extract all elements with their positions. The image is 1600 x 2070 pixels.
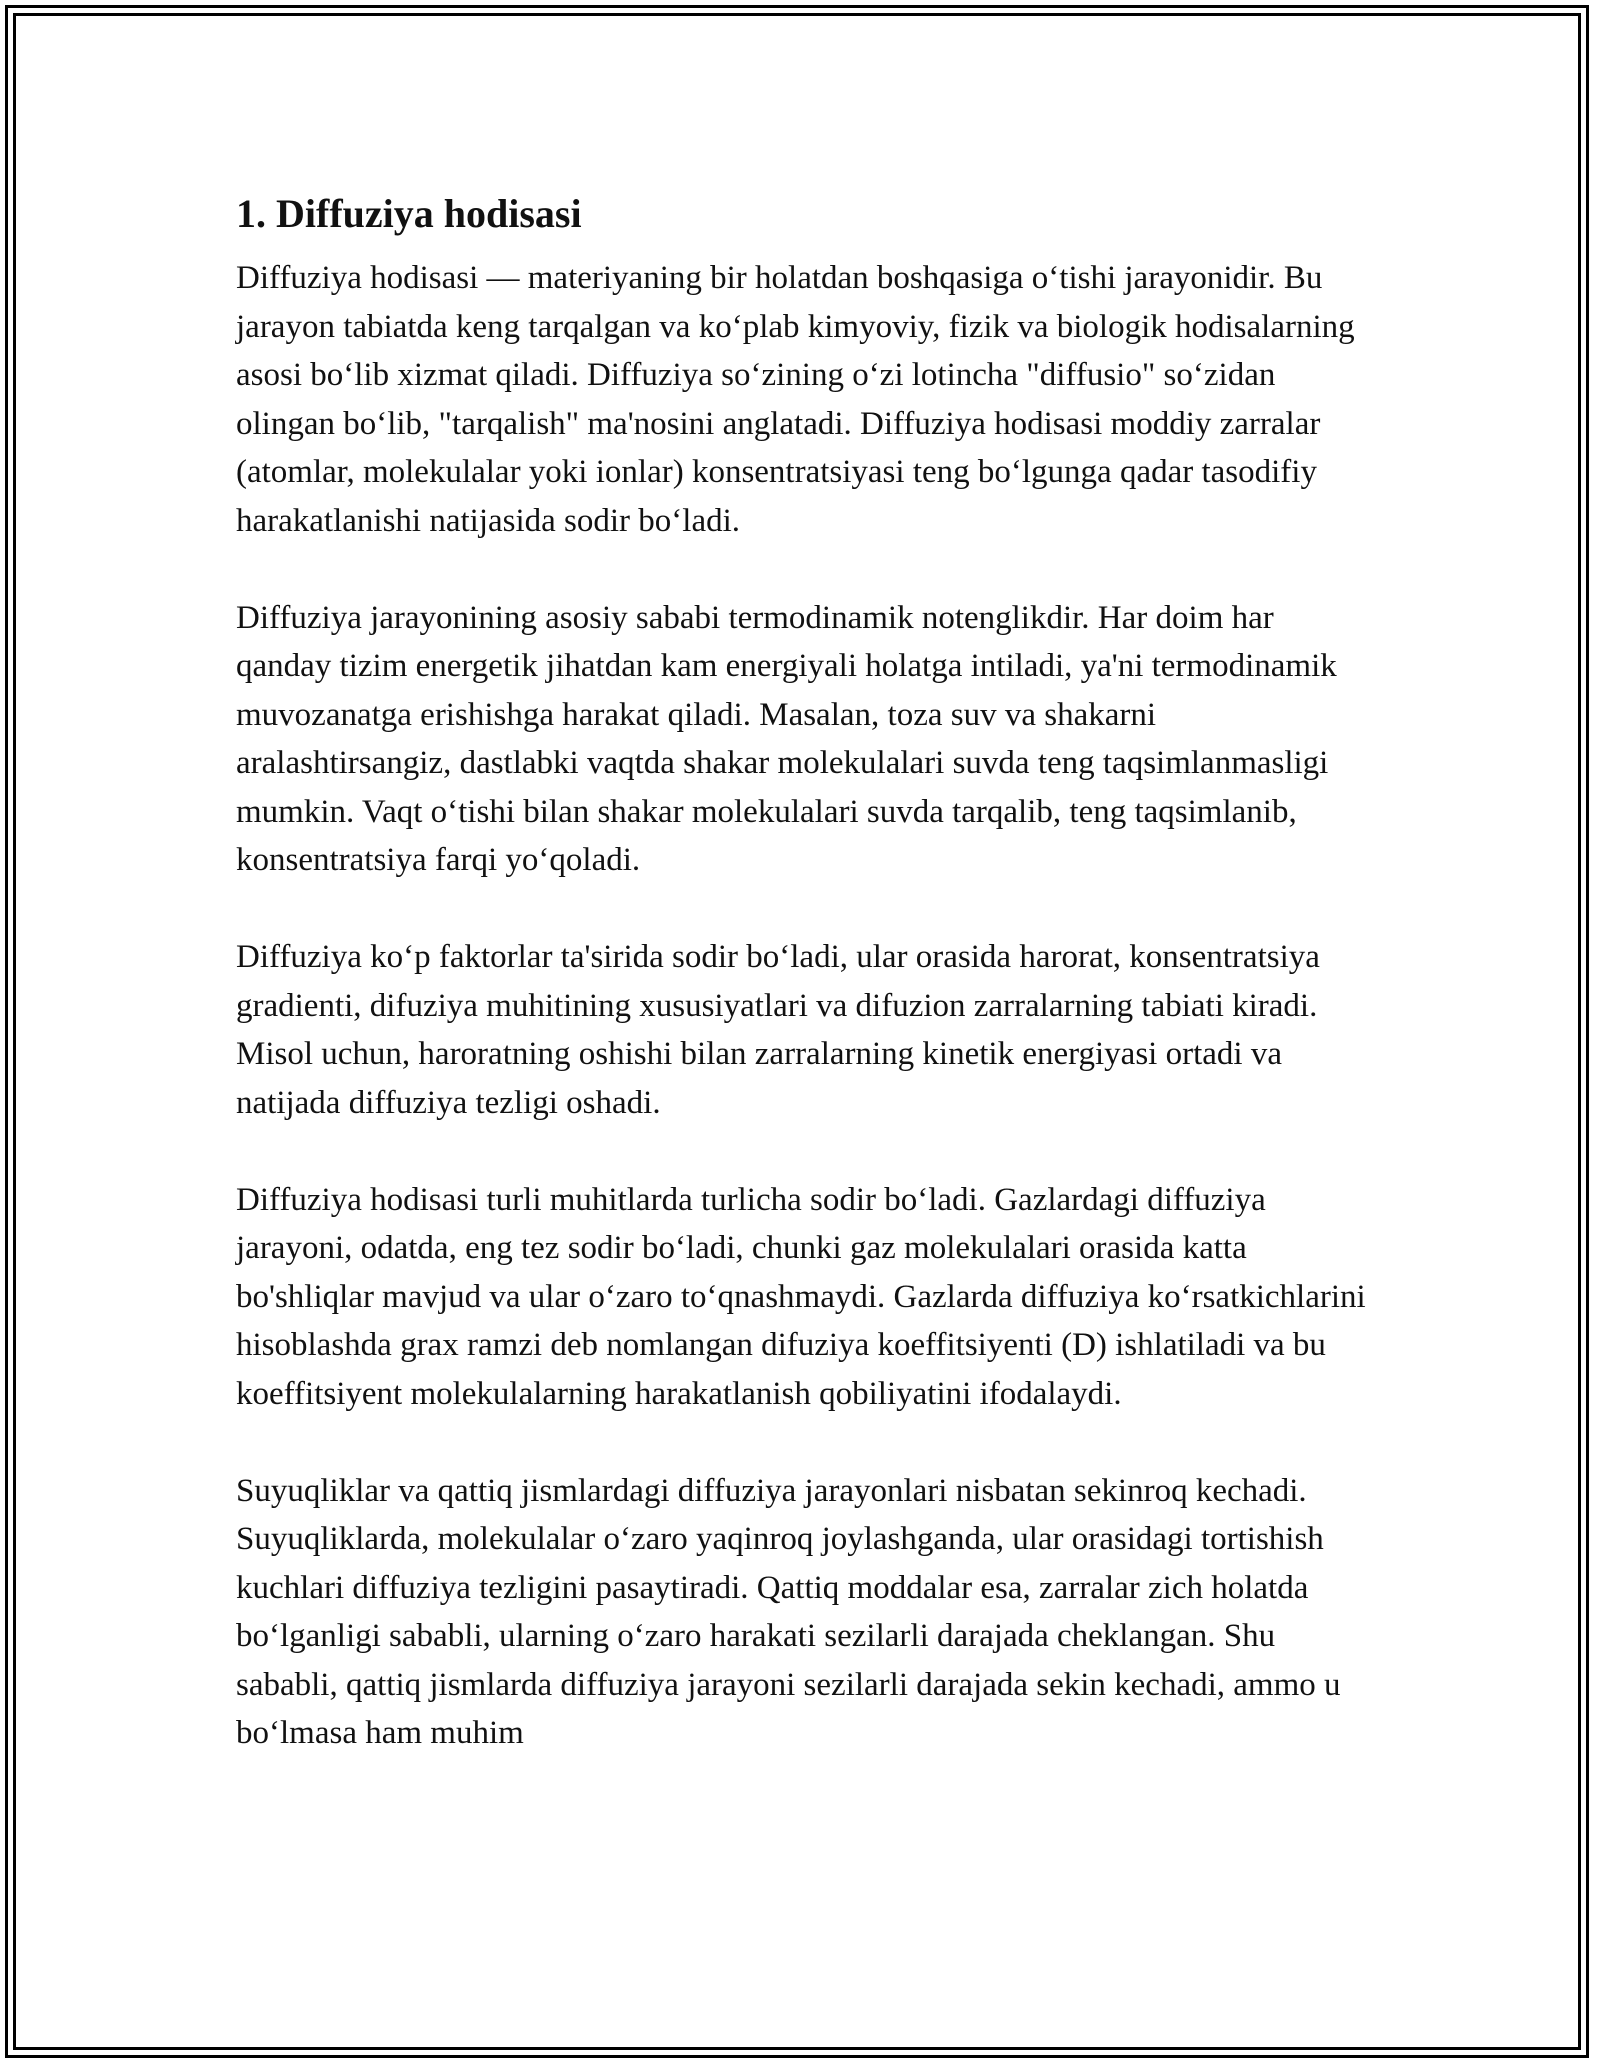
section-heading: 1. Diffuziya hodisasi (236, 191, 582, 236)
paragraph-factors: Diffuziya koʻp faktorlar ta'sirida sodir boʻladi, ular orasida harorat, konsentratsiya gradienti, difuziya muhitining xususiyatlari va difuzion zarralarning tabiati kiradi. Misol uchun, haroratning oshishi bilan zarralarning kinetik energiyasi ortadi va natijada diffuziya tezligi oshadi. (236, 939, 1320, 1121)
paragraph-cause: Diffuziya jarayonining asosiy sababi termodinamik notenglikdir. Har doim har qanday tizim energetik jihatdan kam energiyali holatga intiladi, ya'ni termodinamik muvozanatga erishishga harakat qiladi. Masalan, toza suv va shakarni aralashtirsangiz, dastlabki vaqtda shakar molekulalari suvda teng taqsimlanmasligi mumkin. Vaqt oʻtishi bilan shakar molekulalari suvda tarqalib, teng taqsimlanib, konsentratsiya farqi yoʻqoladi. (236, 599, 1337, 878)
paragraph-definition: Diffuziya hodisasi — materiyaning bir holatdan boshqasiga oʻtishi jarayonidir. Bu jarayon tabiatda keng tarqalgan va koʻplab kimyoviy, fizik va biologik hodisalarning asosi boʻlib xizmat qiladi. Diffuziya soʻzining oʻzi lotincha "diffusio" soʻzidan olingan boʻlib, "tarqalish" ma'nosini anglatadi. Diffuziya hodisasi moddiy zarralar (atomlar, molekulalar yoki ionlar) konsentratsiyasi teng boʻlgunga qadar tasodifiy harakatlanishi natijasida sodir boʻladi. (236, 260, 1355, 539)
paragraph-gases: Diffuziya hodisasi turli muhitlarda turlicha sodir boʻladi. Gazlardagi diffuziya jarayoni, odatda, eng tez sodir boʻladi, chunki gaz molekulalari orasida katta bo'shliqlar mavjud va ular oʻzaro toʻqnashmaydi. Gazlarda diffuziya koʻrsatkichlarini hisoblashda grax ramzi deb nomlangan difuziya koeffitsiyenti (D) ishlatiladi va bu koeffitsiyent molekulalarning harakatlanish qobiliyatini ifodalaydi. (236, 1181, 1366, 1412)
paragraph-liquids-solids: Suyuqliklar va qattiq jismlardagi diffuziya jarayonlari nisbatan sekinroq kechadi. Suyuqliklarda, molekulalar oʻzaro yaqinroq joylashganda, ular orasidagi tortishish kuchlari diffuziya tezligini pasaytiradi. Qattiq moddalar esa, zarralar zich holatda boʻlganligi sababli, ularning oʻzaro harakati sezilarli darajada cheklangan. Shu sababli, qattiq jismlarda diffuziya jarayoni sezilarli darajada sekin kechadi, ammo u boʻlmasa ham muhim (236, 1472, 1341, 1751)
document-body (236, 186, 1376, 1758)
